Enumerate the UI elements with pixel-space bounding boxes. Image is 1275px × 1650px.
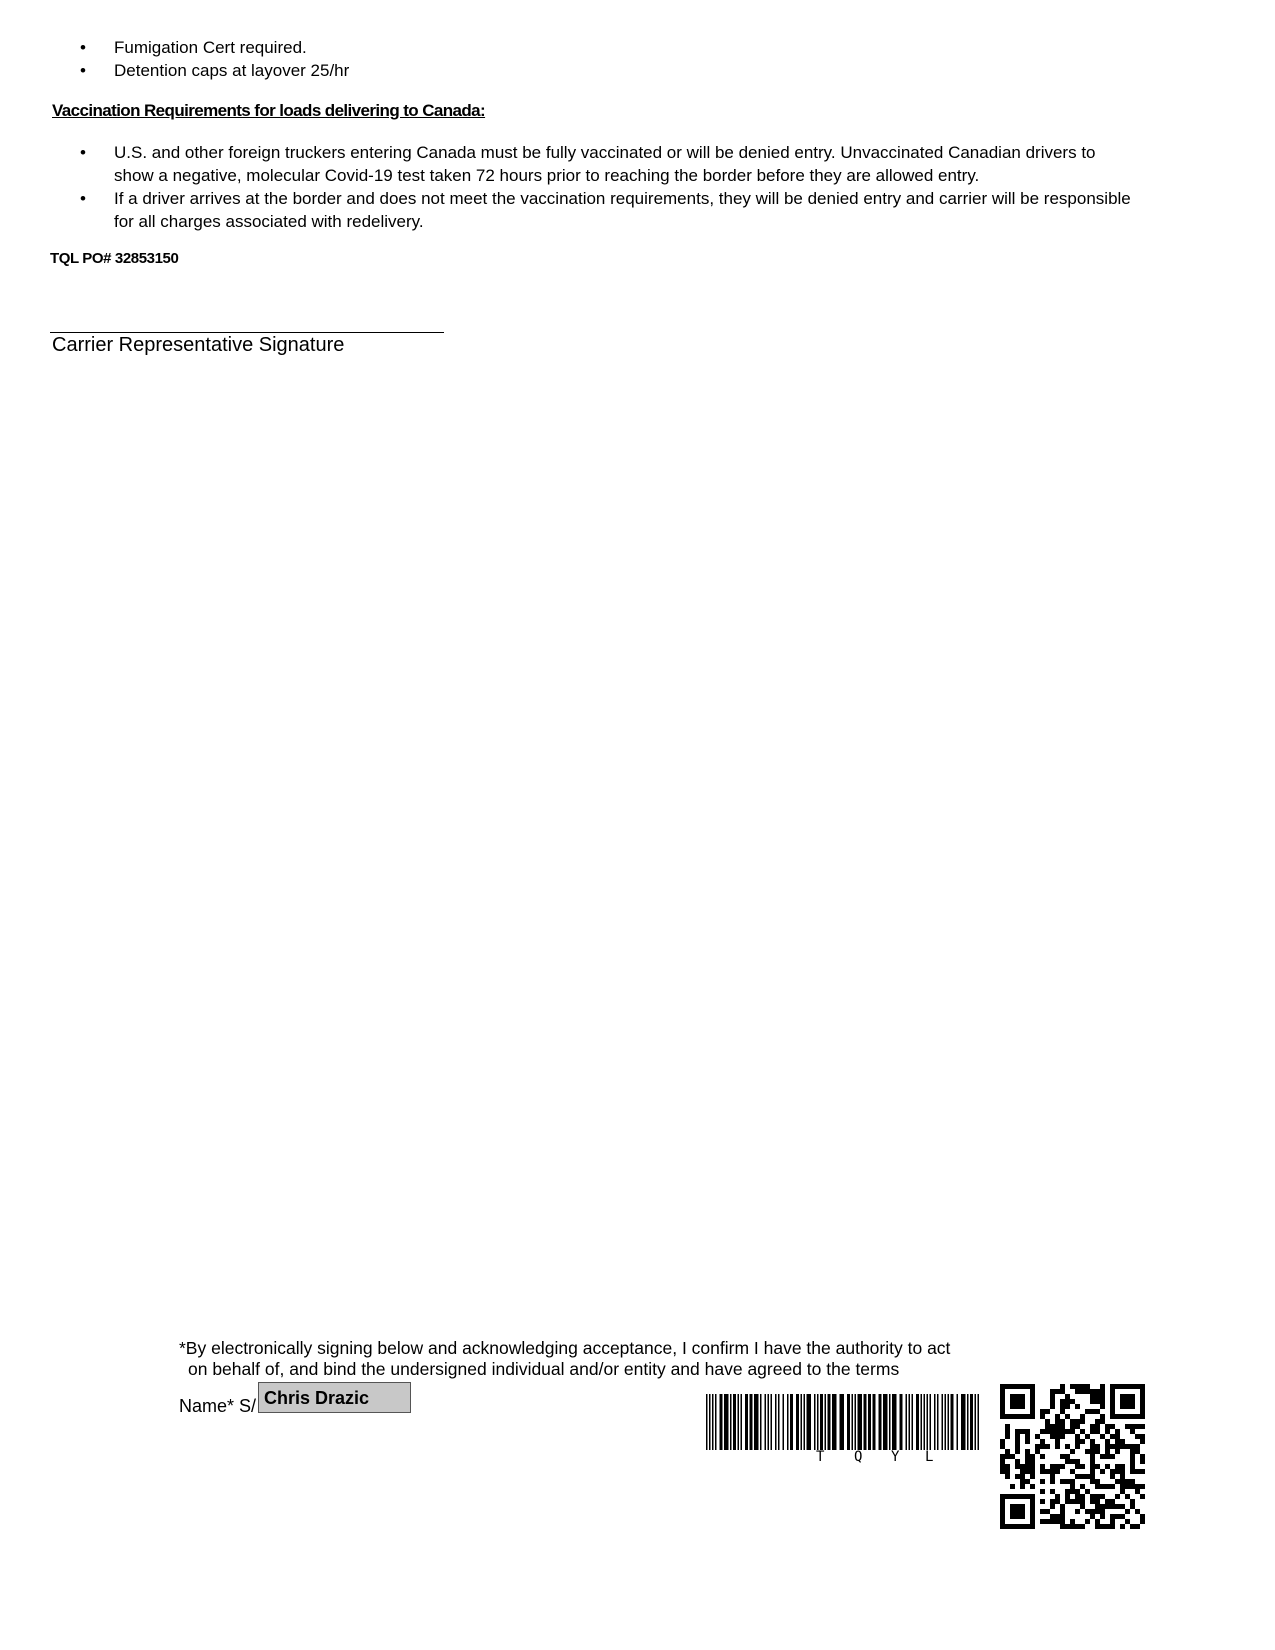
vaccination-heading: Vaccination Requirements for loads delivering to Canada:	[52, 101, 486, 120]
barcode-letter: Q	[854, 1449, 863, 1465]
signer-name-field[interactable]: Chris Drazic	[258, 1382, 411, 1413]
acknowledgment-line-1: *By electronically signing below and acknowledging acceptance, I confirm I have the authority to act	[179, 1338, 951, 1358]
barcode-image	[706, 1394, 982, 1450]
qr-code-image	[1000, 1384, 1145, 1529]
top-bullet-list	[52, 36, 1192, 82]
bullet-vaccination-denied: • If a driver arrives at the border and does not meet the vaccination requirements, they will be denied entry and carrier will be responsible for all charges associated with redelivery.	[52, 187, 1137, 233]
po-number: TQL PO# 32853150	[50, 250, 179, 267]
name-label: Name* S/	[179, 1396, 257, 1416]
vaccination-bullet-list	[52, 141, 1137, 233]
signature-line	[50, 332, 444, 333]
signature-label: Carrier Representative Signature	[52, 334, 345, 356]
barcode-letter: L	[925, 1449, 934, 1465]
bullet-fumigation: • Fumigation Cert required.	[52, 36, 1192, 59]
bullet-vaccination-entry: • U.S. and other foreign truckers entering Canada must be fully vaccinated or will be denied entry. Unvaccinated Canadian drivers to show a negative, molecular Covid-19 test taken 72 hours prior to reaching the border before they are allowed entry.	[52, 141, 1137, 187]
barcode-text	[706, 1449, 982, 1467]
barcode-letter: T	[816, 1449, 825, 1465]
acknowledgment-line-2: on behalf of, and bind the undersigned individual and/or entity and have agreed to the terms	[188, 1359, 900, 1379]
bullet-detention: • Detention caps at layover 25/hr	[52, 59, 1192, 82]
barcode-letter: Y	[891, 1449, 900, 1465]
